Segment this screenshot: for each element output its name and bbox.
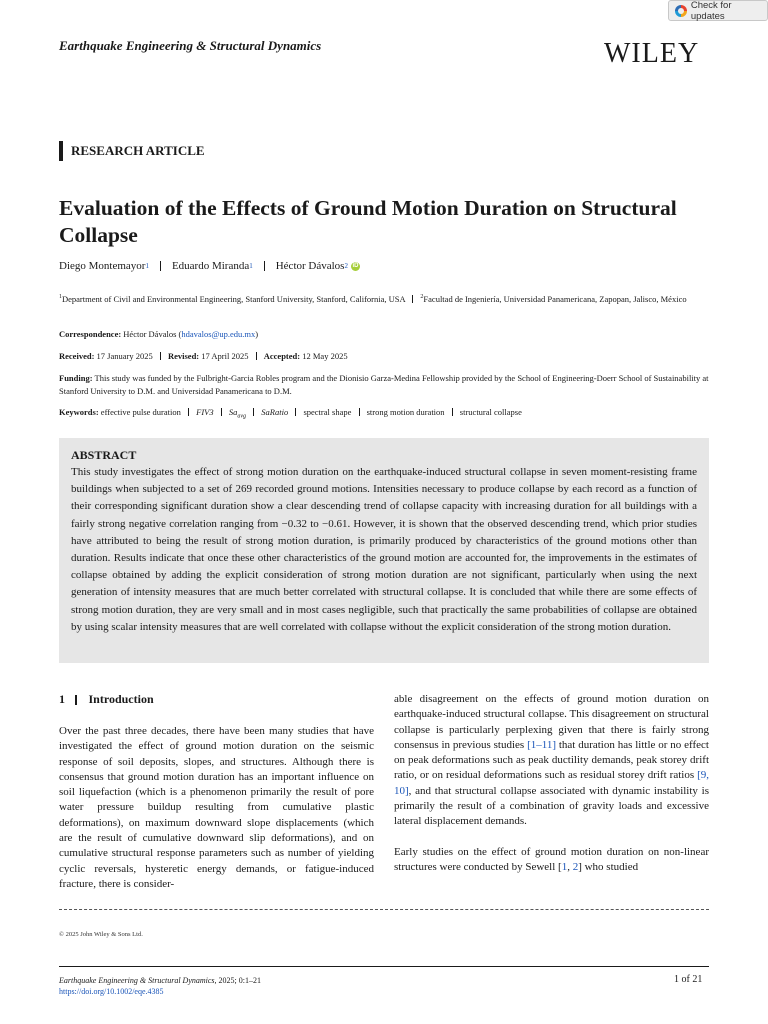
affiliation-number: 2 bbox=[420, 294, 424, 300]
body-paragraph: Over the past three decades, there have been many studies that have investigated the effect of ground motion duration on the seismic response of soil deposits, slopes, and structures. Although there is consensus that ground motion duration has an important influence on soil liquefaction (which is a phenomenon primarily the result of pore water pressure buildup resulting from cumulative plastic deformations), on maximum downward slope displacements (which are the result of cumulative downward slip deformations), and on cumulative structural response parameters such as number of yielding cyclic reversals, hysteretic energy demands, or fatigue-induced fracture, there is consider- bbox=[59, 725, 374, 890]
affiliation-text: Facultad de Ingeniería, Universidad Panamericana, Zapopan, Jalisco, México bbox=[423, 293, 687, 304]
keyword-separator bbox=[295, 408, 296, 416]
keyword-subscript: avg bbox=[237, 413, 247, 420]
footer-citation bbox=[59, 975, 261, 997]
author-list bbox=[59, 260, 360, 272]
body-paragraph bbox=[394, 692, 709, 830]
page-number: 1 of 21 bbox=[674, 974, 703, 985]
body-text: able disagreement on the effects of ground motion duration on earthquake-induced structural collapse. This disagreement on structural collapse is particularly perplexing given that there is fairly strong consensus in previous studies bbox=[394, 693, 709, 751]
author-affiliation-mark[interactable]: 1 bbox=[249, 262, 253, 270]
author-separator bbox=[264, 261, 265, 271]
section-title: Introduction bbox=[88, 692, 154, 706]
funding-label: Funding: bbox=[59, 373, 93, 383]
footer-journal: Earthquake Engineering & Structural Dynamics bbox=[59, 976, 215, 985]
author-name[interactable]: Héctor Dávalos bbox=[275, 260, 345, 272]
author-affiliation-mark[interactable]: 1 bbox=[145, 262, 149, 270]
revised-date: 17 April 2025 bbox=[201, 351, 249, 361]
footer-citation-detail: , 2025; 0:1–21 bbox=[214, 976, 261, 985]
correspondence-label: Correspondence: bbox=[59, 329, 122, 339]
keyword-separator bbox=[452, 408, 453, 416]
revised-label: Revised: bbox=[167, 351, 200, 361]
body-column-right bbox=[394, 692, 709, 875]
author-name[interactable]: Diego Montemayor bbox=[59, 260, 146, 272]
affiliation-separator bbox=[412, 295, 413, 303]
keyword-base: Sa bbox=[228, 407, 238, 417]
reference-link[interactable]: 1 bbox=[561, 860, 568, 873]
body-text: , and that structural collapse associated with dynamic instability is primarily the result of a combination of gravity loads and excessive lateral displacement demands. bbox=[394, 784, 709, 828]
date-separator bbox=[160, 352, 161, 360]
doi-link[interactable]: https://doi.org/10.1002/eqe.4385 bbox=[59, 987, 164, 996]
funding bbox=[59, 372, 709, 398]
crossmark-icon bbox=[675, 5, 687, 17]
abstract-box bbox=[59, 438, 709, 663]
article-type-label: RESEARCH ARTICLE bbox=[71, 143, 205, 158]
author-separator bbox=[160, 261, 161, 271]
section-number: 1 bbox=[59, 692, 65, 706]
author-affiliation-mark[interactable]: 2 bbox=[344, 262, 348, 270]
affiliations bbox=[59, 290, 709, 306]
author-name[interactable]: Eduardo Miranda bbox=[171, 260, 250, 272]
keyword: effective pulse duration bbox=[100, 407, 181, 417]
body-text: , bbox=[567, 860, 573, 873]
keywords-label: Keywords: bbox=[59, 407, 99, 417]
footnote-divider bbox=[59, 909, 709, 910]
correspondence-name: Héctor Dávalos ( bbox=[123, 329, 182, 339]
accepted-label: Accepted: bbox=[263, 351, 301, 361]
abstract-heading: ABSTRACT bbox=[71, 448, 137, 462]
keyword: SaRatio bbox=[261, 407, 289, 417]
publisher-logo: WILEY bbox=[604, 38, 700, 69]
body-paragraph bbox=[394, 845, 709, 876]
article-title: Evaluation of the Effects of Ground Motion Duration on Structural Collapse bbox=[59, 196, 677, 247]
correspondence-email-link[interactable]: hdavalos@up.edu.mx bbox=[181, 329, 256, 339]
reference-link[interactable]: 2 bbox=[572, 860, 579, 873]
keyword bbox=[228, 407, 247, 420]
correspondence bbox=[59, 328, 709, 341]
keyword: strong motion duration bbox=[366, 407, 445, 417]
footer-rule bbox=[59, 966, 709, 967]
accepted-date: 12 May 2025 bbox=[302, 351, 348, 361]
keyword: FIV3 bbox=[196, 407, 214, 417]
affiliation-text: Department of Civil and Environmental Engineering, Stanford University, Stanford, California, USA bbox=[62, 293, 406, 304]
body-column-left bbox=[59, 724, 374, 892]
correspondence-close: ) bbox=[255, 329, 259, 339]
article-type-bar bbox=[59, 141, 63, 161]
keyword-separator bbox=[221, 408, 222, 416]
keyword: spectral shape bbox=[303, 407, 352, 417]
keyword-separator bbox=[359, 408, 360, 416]
body-text: that duration has little or no effect on peak deformations such as peak ductility demands, peak storey drift ratio, or on residual deformations such as residual storey drift ratios bbox=[394, 738, 709, 782]
body-text: Early studies on the effect of ground motion duration on non-linear structures were conducted by Sewell [ bbox=[394, 845, 709, 873]
received-date: 17 January 2025 bbox=[96, 351, 153, 361]
date-separator bbox=[256, 352, 257, 360]
article-dates bbox=[59, 350, 709, 363]
keyword: structural collapse bbox=[459, 407, 522, 417]
received-label: Received: bbox=[59, 351, 95, 361]
check-for-updates-button[interactable] bbox=[668, 0, 768, 21]
check-for-updates-label: Check for updates bbox=[690, 0, 732, 22]
abstract-body: This study investigates the effect of strong motion duration on the earthquake-induced structural collapse in seven moment-resisting frame buildings when subjected to a set of 269 recorded ground motions. Intensities necessary to produce collapse by each record as a function of their corresponding significant duration show a clear descending trend of collapse capacity with increasing duration for all buildings with a fairly strong negative correlation ranging from −0.32 to −0.61. However, it is shown that the observed descending trend, which prior studies have attributed to being the result of strong motion duration, is primarily produced by characteristics of the ground motions other than duration. Results indicate that once these other characteristics of the ground motion are accounted for, the improvements in the estimates of collapse obtained by adding the explicit consideration of strong motion duration are not significant, particularly when using the next generation of intensity measures that are much better correlated with structural collapse. It is concluded that while there are some effects of strong motion duration, they are very small and in most cases negligible, such that practically the same probabilities of collapse are obtained by using scalar intensity measures that are well correlated with collapse without the explicit consideration of the strong motion duration. bbox=[71, 466, 697, 633]
keyword-separator bbox=[188, 408, 189, 416]
funding-text: This study was funded by the Fulbright-Garcia Robles program and the Dionisio Garza-Medina Fellowship provided by the School of Engineering-Doerr School of Sustainability at Stanford University to D.M. and Universidad Panamericana to D.M. bbox=[59, 373, 709, 396]
keywords bbox=[59, 406, 709, 424]
body-text: ] who studied bbox=[578, 860, 639, 873]
affiliation-number: 1 bbox=[59, 294, 62, 300]
copyright: © 2025 John Wiley & Sons Ltd. bbox=[59, 931, 143, 938]
article-type bbox=[59, 141, 205, 161]
keyword-separator bbox=[253, 408, 254, 416]
orcid-icon[interactable]: iD bbox=[352, 262, 359, 269]
journal-title: Earthquake Engineering & Structural Dynamics bbox=[59, 38, 322, 53]
section-separator bbox=[75, 695, 77, 705]
section-heading bbox=[59, 692, 154, 707]
reference-link[interactable]: [9, 10] bbox=[394, 769, 709, 797]
reference-link[interactable]: [1–11] bbox=[527, 738, 556, 751]
